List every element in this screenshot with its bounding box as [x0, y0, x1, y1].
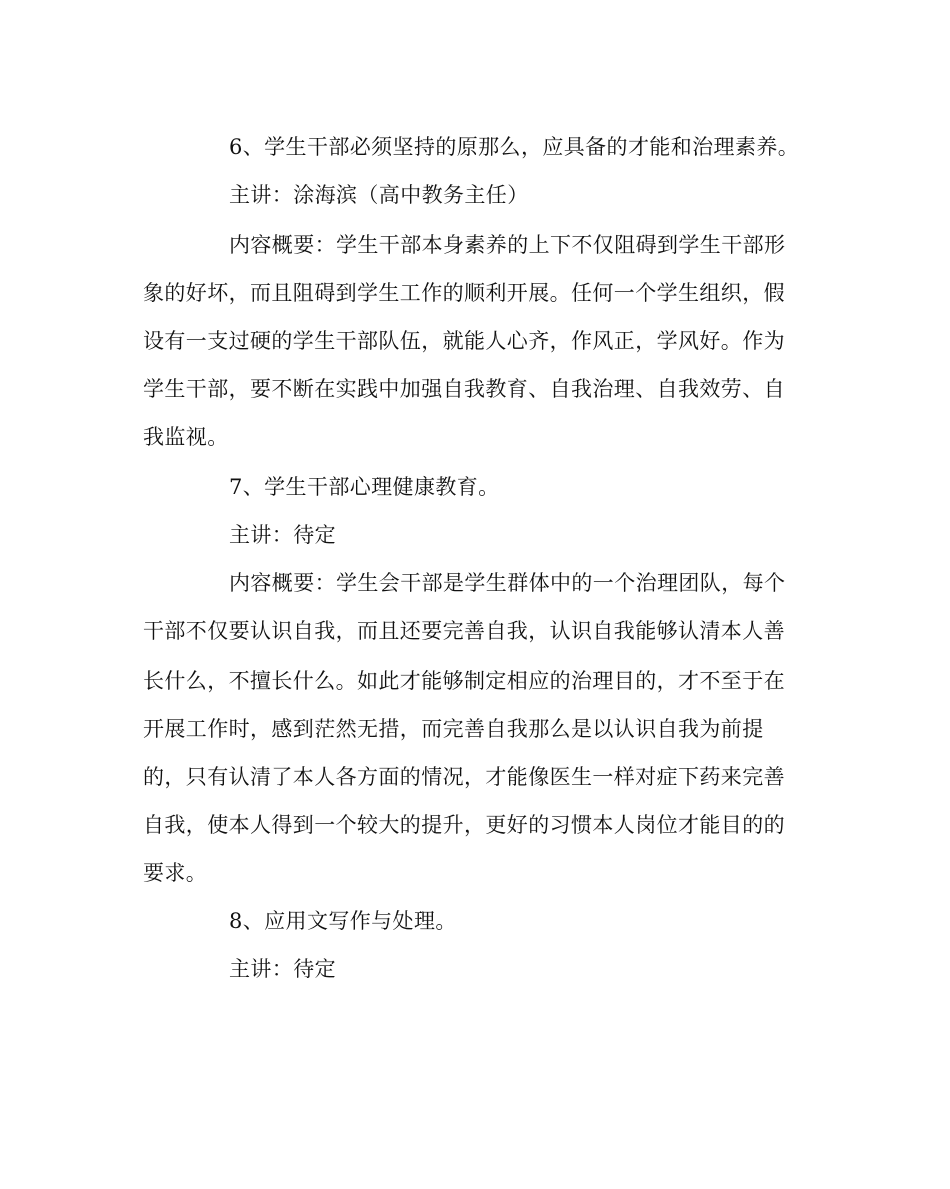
section-6-summary-line: 学生干部，要不断在实践中加强自我教育、自我治理、自我效劳、自: [143, 377, 785, 401]
section-6-speaker: 主讲：涂海滨（高中教务主任）: [229, 183, 529, 207]
section-6-summary-line: 象的好坏，而且阻碍到学生工作的顺利开展。任何一个学生组织，假: [143, 281, 785, 305]
section-7-summary-line: 要求。: [143, 861, 208, 885]
section-7-summary-line: 长什么，不擅长什么。如此才能够制定相应的治理目的，才不至于在: [143, 669, 785, 693]
section-6-summary-line: 我监视。: [143, 425, 229, 449]
section-7-summary-line: 自我，使本人得到一个较大的提升，更好的习惯本人岗位才能目的的: [143, 813, 785, 837]
section-6-summary-line: 设有一支过硬的学生干部队伍，就能人心齐，作风正，学风好。作为: [143, 329, 785, 353]
section-8-heading: 8、应用文写作与处理。: [229, 909, 457, 933]
section-7-heading: 7、学生干部心理健康教育。: [229, 475, 500, 499]
section-7-summary-line: 内容概要：学生会干部是学生群体中的一个治理团队，每个: [229, 571, 786, 595]
section-6-summary-line: 内容概要：学生干部本身素养的上下不仅阻碍到学生干部形: [229, 233, 786, 257]
section-8-speaker: 主讲：待定: [229, 957, 336, 981]
section-6-heading: 6、学生干部必须坚持的原那么，应具备的才能和治理素养。: [229, 135, 800, 159]
section-7-speaker: 主讲：待定: [229, 523, 336, 547]
section-7-summary-line: 的，只有认清了本人各方面的情况，才能像医生一样对症下药来完善: [143, 765, 785, 789]
section-7-summary-line: 开展工作时，感到茫然无措，而完善自我那么是以认识自我为前提: [143, 717, 764, 741]
section-7-summary-line: 干部不仅要认识自我，而且还要完善自我，认识自我能够认清本人善: [143, 619, 785, 643]
